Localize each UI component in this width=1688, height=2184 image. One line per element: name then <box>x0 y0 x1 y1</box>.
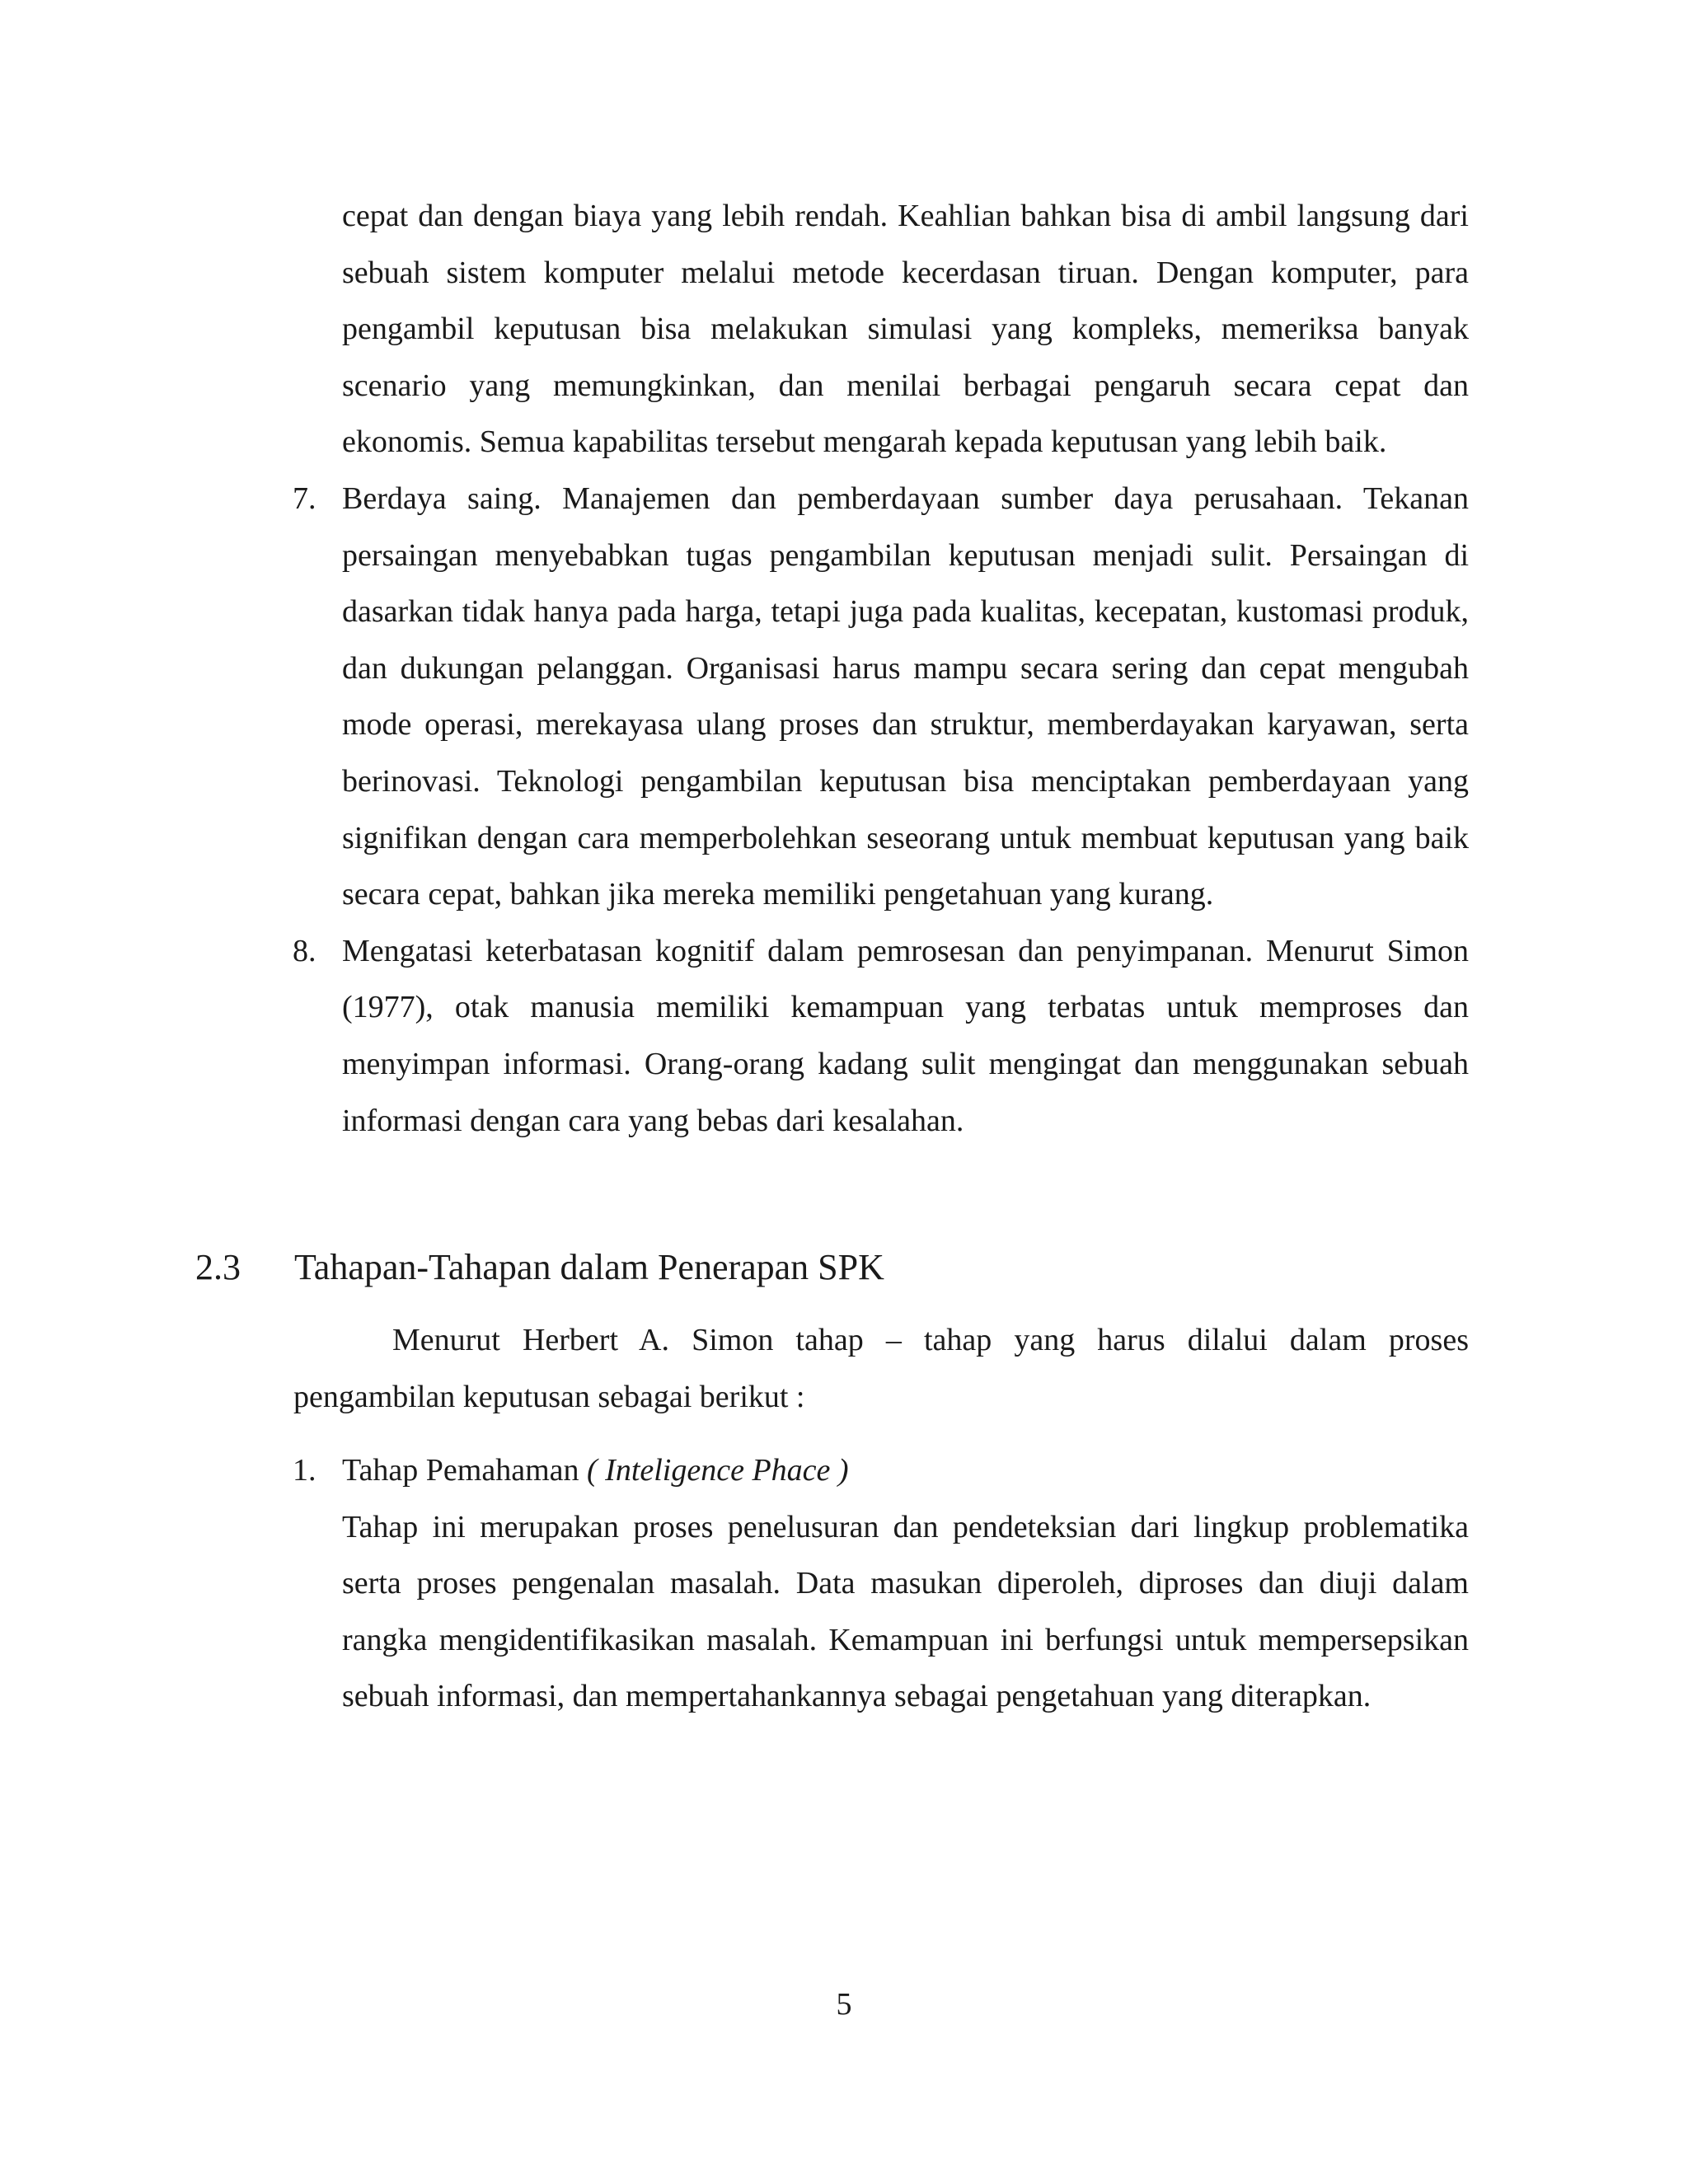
phase-item-number: 1. <box>293 1453 316 1488</box>
section-number: 2.3 <box>195 1247 241 1287</box>
phase-item-text: Tahap ini merupakan proses penelusuran dan pendeteksian dari lingkup problematika serta proses pengenalan masalah. Data masukan diperoleh, diproses dan diuji dalam rangka mengidentifikasikan masalah. Kemampuan ini berfungsi untuk mempersepsikan sebuah informasi, dan mempertahankannya sebagai pengetahuan yang diterapkan. <box>342 1509 1469 1714</box>
phase-title-text: Tahap Pemahaman <box>342 1453 588 1488</box>
continuation-paragraph: cepat dan dengan biaya yang lebih rendah. Keahlian bahkan bisa di ambil langsung dari sebuah sistem komputer melalui metode kecerdasan tiruan. Dengan komputer, para pengambil keputusan bisa melakukan simulasi yang kompleks, memeriksa banyak scenario yang memungkinkan, dan menilai berbagai pengaruh secara cepat dan ekonomis. Semua kapabilitas tersebut mengarah kepada keputusan yang lebih baik. <box>342 199 1469 460</box>
phase-item-title <box>342 1442 1469 1499</box>
phase-list <box>293 1442 1469 1725</box>
list-item-number: 8. <box>293 933 316 968</box>
section-title: Tahapan-Tahapan dalam Penerapan SPK <box>294 1247 884 1287</box>
list-block-continued <box>293 188 1469 1149</box>
list-item-continuation <box>342 188 1469 471</box>
list-item-7 <box>293 471 1469 923</box>
list-item-text: Berdaya saing. Manajemen dan pemberdayaan sumber daya perusahaan. Tekanan persaingan menyebabkan tugas pengambilan keputusan menjadi sulit. Persaingan di dasarkan tidak hanya pada harga, tetapi juga pada kualitas, kecepatan, kustomasi produk, dan dukungan pelanggan. Organisasi harus mampu secara sering dan cepat mengubah mode operasi, merekayasa ulang proses dan struktur, memberdayakan karyawan, serta berinovasi. Teknologi pengambilan keputusan bisa menciptakan pemberdayaan yang signifikan dengan cara memperbolehkan seseorang untuk membuat keputusan yang baik secara cepat, bahkan jika mereka memiliki pengetahuan yang kurang. <box>342 480 1469 912</box>
list-item-text: Mengatasi keterbatasan kognitif dalam pemrosesan dan penyimpanan. Menurut Simon (1977), otak manusia memiliki kemampuan yang terbatas untuk memproses dan menyimpan informasi. Orang-orang kadang sulit mengingat dan menggunakan sebuah informasi dengan cara yang bebas dari kesalahan. <box>342 933 1469 1138</box>
phase-item-1 <box>293 1442 1469 1725</box>
intro-paragraph: Menurut Herbert A. Simon tahap – tahap yang harus dilalui dalam proses pengambilan keputusan sebagai berikut : <box>293 1323 1469 1414</box>
list-item-8 <box>293 923 1469 1149</box>
list-item-number: 7. <box>293 480 316 516</box>
page-number: 5 <box>836 1987 852 2022</box>
phase-title-italic: ( Inteligence Phace ) <box>587 1453 849 1488</box>
